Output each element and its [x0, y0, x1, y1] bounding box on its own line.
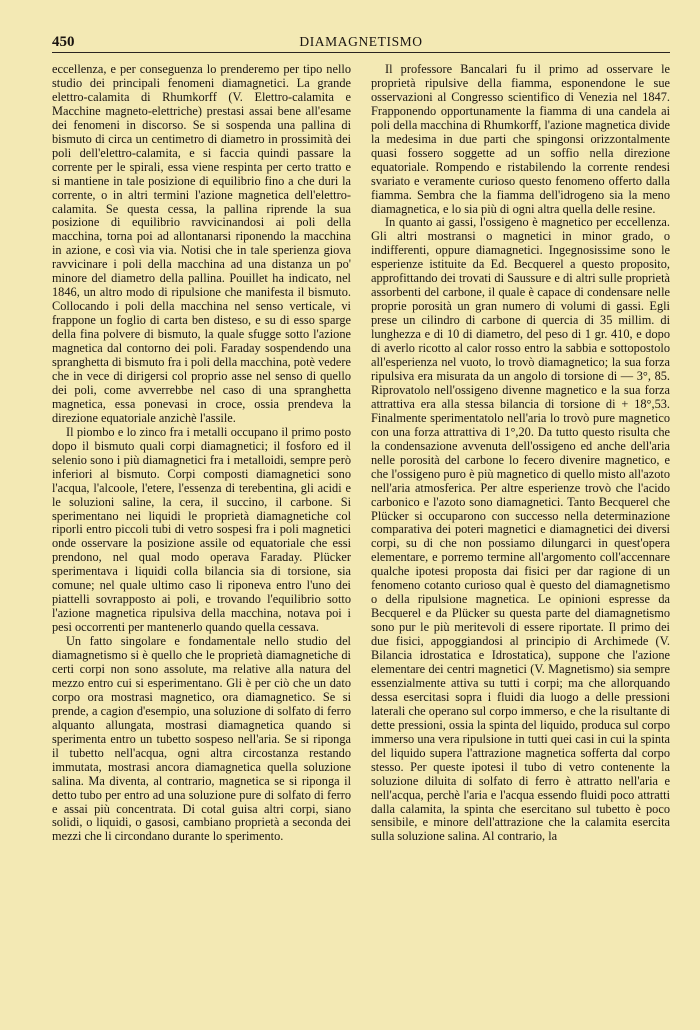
page-header [52, 30, 670, 53]
right-column [371, 63, 670, 844]
running-title: DIAMAGNETISMO [299, 34, 423, 49]
paragraph: eccellenza, e per conseguenza lo prenderemo per tipo nello studio dei principali fenomeni diamagnetici. La grande elettro-calamita di Rhumkorff (V. Elettro-calamita e Macchine magneto-elettriche) prestasi assai bene all'esame dei fenomeni in discorso. Se si sospenda una pallina di bismuto di circa un centimetro di diametro in prossimità dei poli dell'elettro-calamita, e si faccia quindi passare la corrente per le spirali, essa viene respinta per certo tratto e si mantiene in tale posizione di equilibrio fino a che duri la corrente, o in altri termini l'azione magnetica dell'elettro-calamita. Se questa cessa, la pallina riprende la sua posizione di equilibrio ravvicinandosi ai poli della macchina, torna poi ad allontanarsi riponendo la macchina in azione, e così via via. Notisi che in tale sperienza giova ravvicinare i poli della macchina ad una distanza un po' minore del diametro della pallina. Pouillet ha indicato, nel 1846, un altro modo di ripulsione che manifesta il bismuto. Collocando i poli della macchina nel senso verticale, vi frappone un foglio di carta ben disteso, e su di esso sparge della fina polvere di bismuto, la quale sfugge sotto l'azione magnetica dal contorno dei poli. Faraday sospendendo una spranghetta di bismuto fra i poli della macchina, potè vedere che in vece di dirigersi col proprio asse nel senso di quello dei poli, come avverrebbe nel caso di una spranghetta magnetica, essa ponevasi in croce, ossia prendeva la direzione equatoriale anzichè l'assile. [52, 62, 351, 425]
paragraph: Il piombo e lo zinco fra i metalli occupano il primo posto dopo il bismuto quali corpi diamagnetici; il fosforo ed il selenio sono i più diamagnetici fra i metalloidi, sempre però inferiori al bismuto. Corpi composti diamagnetici sono l'acqua, l'alcoole, l'etere, l'essenza di terebentina, gli acidi e le soluzioni saline, la cera, il succino, il carbone. Si sperimentano nei liquidi le proprietà diamagnetiche col riporli entro piccoli tubi di vetro sospesi fra i poli magnetici onde osservare la posizione assile od equatoriale che essi prendono, nel qual modo operava Faraday. Plücker sperimentava i liquidi colla bilancia sia di torsione, sia comune; nel quale ultimo caso li riponeva entro l'uno dei piattelli sovrapposto ai poli, e trovando l'equilibrio sotto l'azione magnetica ripulsiva della macchina, notava poi i pesi occorrenti per mantenerlo quando quella cessava. [52, 424, 351, 635]
text-columns [52, 63, 670, 844]
page-number: 450 [52, 34, 75, 50]
paragraph: Un fatto singolare e fondamentale nello studio del diamagnetismo si è quello che le proprietà diamagnetiche di certi corpi non sono assolute, ma relative alla natura del mezzo entro cui si esperimentano. Gli è per ciò che un dato corpo ora mostrasi magnetico, ora diamagnetico. Se si prende, a cagion d'esempio, una soluzione di solfato di ferro alquanto allungata, mostrasi diamagnetica quando si sperimenta entro un tubetto sospeso nell'aria. Se si riponga il tubetto nell'acqua, ogni altra circostanza restando immutata, mostrasi ancora diamagnetica quella soluzione salina. Ma diventa, al contrario, magnetica se si riponga il detto tubo per entro ad una soluzione pure di solfato di ferro e assai più concentrata. Di cotal guisa altri corpi, siano solidi, o liquidi, o gasosi, cambiano proprietà a seconda dei mezzi che li circondano durante lo sperimento. [52, 634, 351, 844]
paragraph: Il professore Bancalari fu il primo ad osservare le proprietà ripulsive della fiamma, esponendone le sue osservazioni al Congresso scientifico di Venezia nel 1847. Frapponendo opportunamente la fiamma di una candela ai poli della macchina di Rhumkorff, l'azione magnetica divide la medesima in due parti che spingonsi orizzontalmente quasi fossero soggette ad un soffio nella direzione equatoriale. Rompendo e ristabilendo la corrente rendesi svariato e veramente curioso questo fenomeno offerto dalla fiamma. Sembra che la fiamma dell'idrogeno sia la meno diamagnetica, e lo sia più di ogni altra quella delle resine. [371, 62, 670, 216]
paragraph: In quanto ai gassi, l'ossigeno è magnetico per eccellenza. Gli altri mostransi o magnetici in minor grado, o indifferenti, oppure diamagnetici. Ingegnosissime sono le esperienze istituite da Ed. Becquerel a questo proposito, approfittando dei trovati di Saussure e di altri sulle proprietà assorbenti del carbone, il quale è capace di condensare nelle proprie porosità un gran numero di volumi di gassi. Egli prese un cilindro di carbone di quercia di 35 millim. di lunghezza e di 10 di diametro, del peso di 1 gr. 410, e dopo di averlo ricotto al calor rosso entro la sabbia e sottopostolo all'esperienza nel vuoto, lo trovò diamagnetico; la sua forza ripulsiva era misurata da un angolo di torsione di — 3°, 85. Riprovatolo nell'ossigeno divenne magnetico e la sua forza attrattiva era alla stessa bilancia di torsione di + 18°,53. Finalmente sperimentatolo nell'aria lo trovò pure magnetico con una forza attrattiva di 1°,20. Da tutto questo risulta che la condensazione avvenuta dell'ossigeno ed anche dell'aria nelle porosità del carbone lo fecero divenire magnetico, e che l'ossigeno puro è più magnetico di quello misto all'azoto nell'aria atmosferica. Per altre esperienze trovò che l'acido carbonico e l'azoto sono diamagnetici. Tanto Becquerel che Plücker si occuparono con successo nella determinazione comparativa dei poteri magnetici e diamagnetici dei diversi corpi, su di che non possiamo dilungarci in quest'opera elementare, e porremo termine all'argomento coll'accennare qualche ipotesi proposta dai fisici per dar ragione di un fenomeno cotanto curioso qual è questo del diamagnetismo o della ripulsione magnetica. Le opinioni espresse da Becquerel e da Plücker su questa parte del diamagnetismo sono pur le più meritevoli di essere riportate. Il primo dei due fisici, appoggiandosi al principio di Archimede (V. Bilancia idrostatica e Idrostatica), suppone che l'azione elementare dei centri magnetici (V. Magnetismo) sia sempre essenzialmente attiva su tutti i corpi; ma che allorquando dessa esercitasi sopra i fluidi dia luogo a delle pressioni laterali che operano sul corpo immerso, e che la risultante di dette pressioni, ossia la spinta del liquido, produca sul corpo immerso una vera ripulsione in tutti quei casi in cui la spinta del liquido supera l'attrazione magnetica sofferta dal corpo stesso. Per queste ipotesi il tubo di vetro contenente la soluzione diluita di solfato di ferro è attratto nell'aria e nell'acqua, perchè l'aria e l'acqua essendo fluidi poco attratti dalla calamita, la spinta che esercitano sul tubetto è poco sensibile, e minore dell'attrazione che la calamita esercita sulla soluzione salina. Al contrario, la [371, 215, 670, 844]
left-column [52, 63, 351, 844]
